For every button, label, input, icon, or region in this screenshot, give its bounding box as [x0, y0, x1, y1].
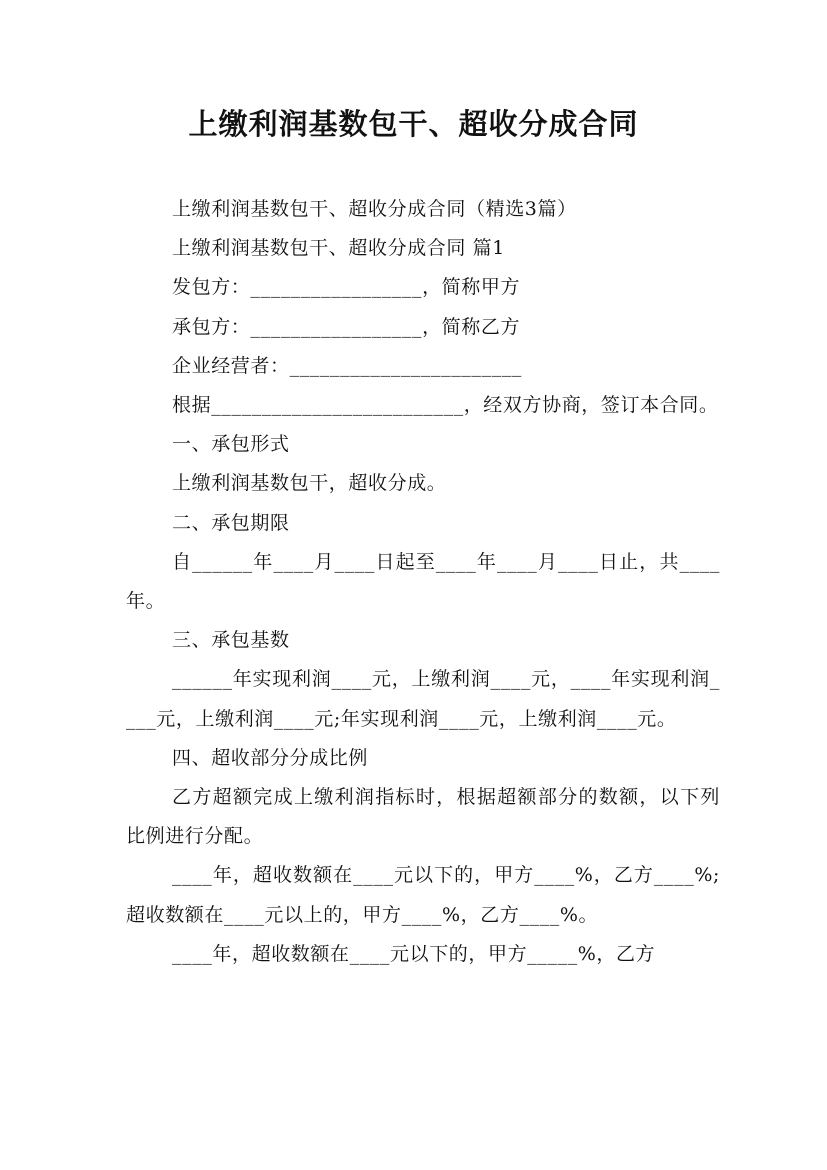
paragraph-contractor: 承包方：_________________，简称乙方 — [172, 315, 521, 338]
paragraph-ratio-intro: 乙方超额完成上缴利润指标时，根据超额部分的数额，以下列比例进行分配。 — [126, 786, 720, 848]
paragraph-basis: 根据_________________________，经双方协商，签订本合同。 — [172, 394, 719, 417]
document-body — [126, 190, 720, 974]
paragraph-term: 自______年____月____日起至____年____月____日止，共____年。 — [126, 550, 720, 613]
document-title: 上缴利润基数包干、超收分成合同 — [188, 107, 639, 141]
paragraph-chapter-1: 上缴利润基数包干、超收分成合同 篇1 — [172, 237, 505, 260]
paragraph-ratio-year-1: ____年，超收数额在____元以下的，甲方____%，乙方____%;超收数额在____元以上的，甲方____%，乙方____%。 — [126, 864, 720, 926]
paragraph-heading-selection: 上缴利润基数包干、超收分成合同（精选3篇） — [172, 198, 577, 220]
paragraph-base: ______年实现利润____元，上缴利润____元，____年实现利润____元，上缴利润____元;年实现利润____元，上缴利润____元。 — [126, 668, 720, 730]
paragraph-form: 上缴利润基数包干，超收分成。 — [172, 472, 447, 495]
section-heading-base: 三、承包基数 — [172, 629, 290, 652]
section-heading-ratio: 四、超收部分分成比例 — [172, 746, 369, 769]
section-heading-form: 一、承包形式 — [172, 433, 290, 456]
paragraph-ratio-year-2: ____年，超收数额在____元以下的，甲方_____%，乙方 — [172, 942, 656, 965]
paragraph-operator: 企业经营者：_______________________ — [172, 354, 522, 377]
paragraph-issuer: 发包方：_________________，简称甲方 — [172, 276, 521, 299]
section-heading-term: 二、承包期限 — [172, 511, 290, 534]
